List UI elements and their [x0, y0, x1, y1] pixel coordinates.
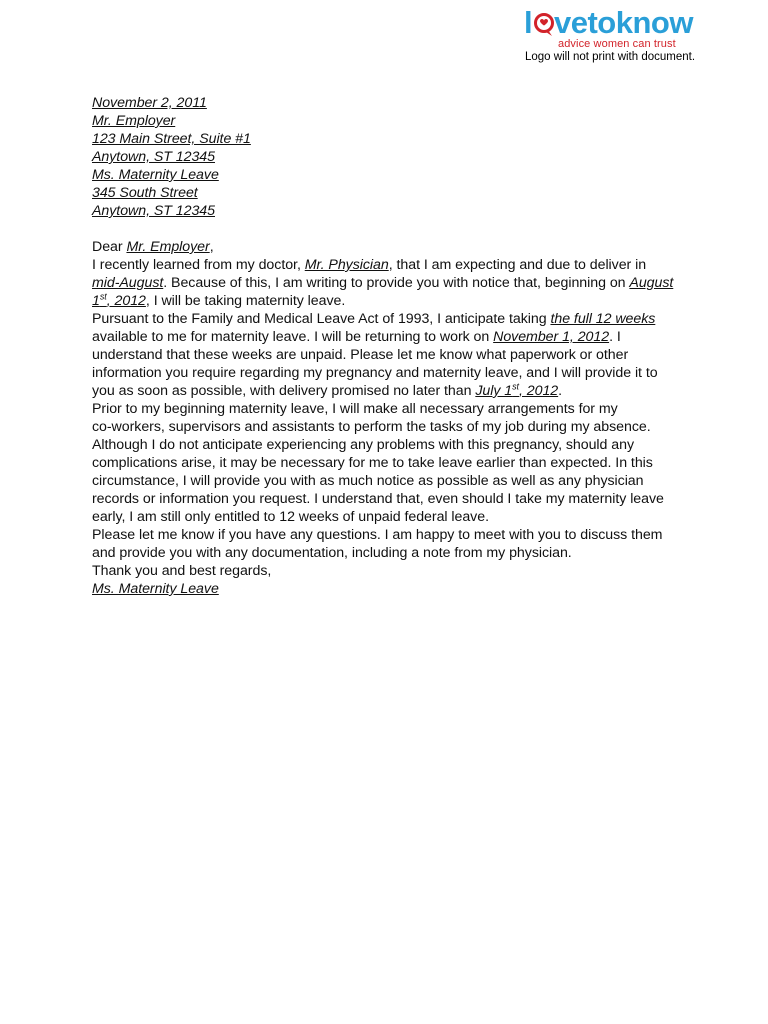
svg-text:vetoknow: vetoknow [554, 5, 693, 40]
paragraph-1 [92, 256, 717, 310]
start-day: 1 [92, 293, 100, 309]
logo-tagline: advice women can trust [558, 38, 676, 50]
sender-name[interactable]: Ms. Maternity Leave [92, 167, 219, 183]
p2-text-f: you as soon as possible, with delivery promised no later than [92, 383, 476, 399]
paragraph-4 [92, 436, 717, 526]
p4-line-1: Although I do not anticipate experiencing any problems with this pregnancy, should any [92, 437, 634, 453]
p2-text-c: . I [609, 329, 621, 345]
p1-text-b: , that I am expecting and due to deliver in [388, 257, 647, 273]
recipient-address [92, 112, 717, 166]
heart-icon [536, 15, 553, 37]
p4-line-3: circumstance, I will provide you with as much notice as possible as well as any physician [92, 473, 644, 489]
deadline-sup: st [512, 381, 519, 392]
doctor-name[interactable]: Mr. Physician [304, 257, 389, 273]
p2-line-e: information you require regarding my pregnancy and maternity leave, and I will provide it to [92, 365, 658, 381]
date-field[interactable]: November 2, 2011 [92, 95, 207, 111]
svg-text:l: l [524, 5, 533, 40]
paragraph-3 [92, 400, 717, 436]
p2-text-b: available to me for maternity leave. I will be returning to work on [92, 329, 494, 345]
p2-line-d: understand that these weeks are unpaid. Please let me know what paperwork or other [92, 347, 629, 363]
deadline-pre: July 1 [475, 383, 513, 399]
lovetoknow-logo [520, 4, 720, 64]
p4-line-4: records or information you request. I understand that, even should I take my maternity leave [92, 491, 664, 507]
leave-start-month[interactable]: August [629, 275, 674, 291]
p5-line-2: and provide you with any documentation, including a note from my physician. [92, 545, 572, 561]
leave-duration[interactable]: the full 12 weeks [550, 311, 656, 327]
paperwork-deadline[interactable] [475, 383, 558, 399]
logo-print-note: Logo will not print with document. [525, 51, 696, 63]
start-year: , 2012 [106, 293, 146, 309]
lovetoknow-wordmark [524, 4, 724, 40]
p2-text-g: . [558, 383, 563, 399]
recipient-name[interactable]: Mr. Employer [92, 113, 176, 129]
start-sup: st [99, 291, 107, 302]
salutation-suffix: , [209, 239, 214, 255]
p1-text-a: I recently learned from my doctor, [92, 257, 305, 273]
p3-line-2: co-workers, supervisors and assistants to perform the tasks of my job during my absence. [92, 419, 651, 435]
return-date[interactable]: November 1, 2012 [493, 329, 610, 345]
recipient-city[interactable]: Anytown, ST 12345 [92, 149, 215, 165]
p4-line-5: early, I am still only entitled to 12 weeks of unpaid federal leave. [92, 509, 489, 525]
sender-city[interactable]: Anytown, ST 12345 [92, 203, 215, 219]
closing: Thank you and best regards, [92, 563, 272, 579]
p1-text-c: . Because of this, I am writing to provide you with notice that, beginning on [163, 275, 630, 291]
p2-text-a: Pursuant to the Family and Medical Leave Act of 1993, I anticipate taking [92, 311, 551, 327]
p4-line-2: complications arise, it may be necessary for me to take leave earlier than expected. In this [92, 455, 653, 471]
salutation-prefix: Dear [92, 239, 127, 255]
deadline-post: , 2012 [519, 383, 559, 399]
sender-street[interactable]: 345 South Street [92, 185, 198, 201]
letter-date [92, 94, 717, 112]
p5-line-1: Please let me know if you have any questions. I am happy to meet with you to discuss them [92, 527, 663, 543]
signature-name[interactable]: Ms. Maternity Leave [92, 581, 219, 597]
letter-body [92, 94, 717, 598]
recipient-street[interactable]: 123 Main Street, Suite #1 [92, 131, 251, 147]
signature [92, 580, 717, 598]
paragraph-5 [92, 526, 717, 562]
salutation-name[interactable]: Mr. Employer [126, 239, 210, 255]
leave-start-date[interactable] [92, 293, 146, 309]
salutation [92, 238, 717, 256]
p3-line-1: Prior to my beginning maternity leave, I will make all necessary arrangements for my [92, 401, 618, 417]
p1-text-d: , I will be taking maternity leave. [145, 293, 346, 309]
due-date[interactable]: mid-August [92, 275, 164, 291]
paragraph-2 [92, 310, 717, 400]
sender-address [92, 166, 717, 220]
